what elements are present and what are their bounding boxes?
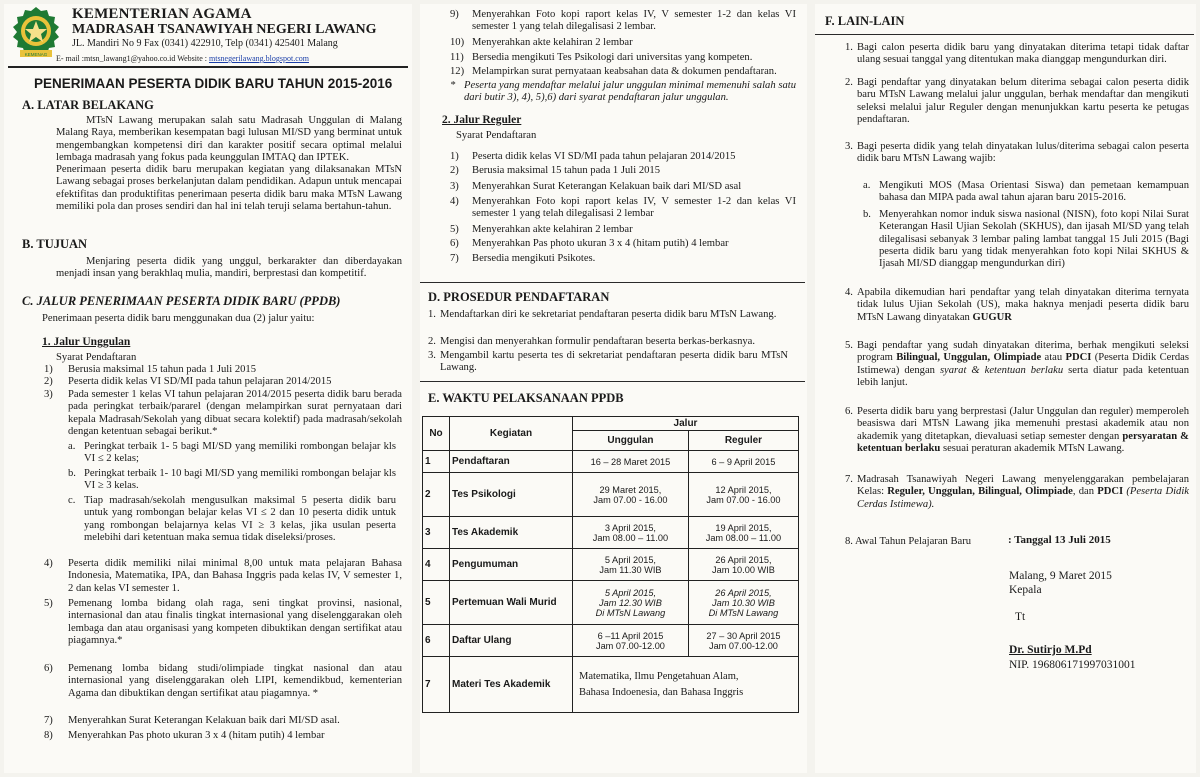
unggulan-item-3: 3) Pada semester 1 kelas VI tahun pelajaran 2014/2015 peserta didik baru berada pada peringkat terbaik/pararel (dengan melampirkan surat pernyataan dari kepala Madrasah/Sekolah yang dibuat secara kolektif) pada madrasah/sekolah dengan ketentuan sebagai berikut.* (44, 389, 402, 437)
section-d-title: D. PROSEDUR PENDAFTARAN (428, 290, 610, 304)
table-row: 3 Tes Akademik 3 April 2015, Jam 08.00 – 11.00 19 April 2015, Jam 08.00 – 11.00 (423, 517, 799, 549)
col-jalur: Jalur (573, 417, 799, 431)
prosedur-item-2: 2. Mengisi dan menyerahkan formulir pendaftaran beserta berkas-berkasnya. (428, 336, 756, 347)
reguler-item-3: 3) Menyerahkan Surat Keterangan Kelakuan baik dari MI/SD asal (450, 181, 742, 192)
col-no: No (423, 417, 450, 451)
section-a-paragraph-1: MTsN Lawang merupakan salah satu Madrasah Unggulan di Malang Malang Raya, memberikan kesempatan bagi lulusan MI/SD yang berminat untuk mengembangkan kompetensi diri dan karakter positif secara optimal melalui lembaga madrasah yang fokus pada keunggulan IMTAQ dan IPTEK. (56, 115, 402, 163)
divider-d (420, 282, 805, 284)
signature-name: Dr. Sutirjo M.Pd (1009, 644, 1092, 656)
section-c-title: C. JALUR PENERIMAAN PESERTA DIDIK BARU (PPDB) (22, 294, 341, 308)
lain-item-6: 6. Peserta didik baru yang berprestasi (Jalur Unggulan dan reguler) memperoleh beasiswa dari MTsN Lawang jika memenuhi prestasi akademik atau non akademik yang ditetapkan, dievaluasi setiap semester dengan persyaratan & ketentuan berlaku sesuai peraturan akademik MTsN Lawang. (845, 406, 1189, 454)
jalur-reguler-title: 2. Jalur Reguler (442, 114, 522, 126)
header-ministry: KEMENTERIAN AGAMA (72, 6, 252, 22)
reguler-item-6: 6) Menyerahkan Pas photo ukuran 3 x 4 (hitam putih) 4 lembar (450, 238, 729, 249)
unggulan-item-8: 8) Menyerahkan Pas photo ukuran 3 x 4 (hitam putih) 4 lembar (44, 730, 325, 741)
reguler-item-7: 7) Bersedia mengikuti Psikotes. (450, 253, 596, 264)
section-a-paragraph-2: Penerimaan peserta didik baru merupakan kegiatan yang dilaksanakan MTsN Lawang sebagai proses berkelanjutan dalam pendidikan. Adapun untuk mencapai efektifitas dan produktifitas penerimaan peserta didik baru maka MTsN Lawang memiliki pola dan proses sendiri dan hal ini telah teruji selama bertahun-tahun. (56, 164, 402, 212)
unggulan-item-5: 5) Pemenang lomba bidang olah raga, seni tingkat provinsi, nasional, internasional dan atau finalis tingkat internasional yang diselenggarakan oleh lembaga dan atau organisasi yang kompeten dibuktikan dengan sertifikat atau piagamnya.* (44, 598, 402, 646)
section-e-title: E. WAKTU PELAKSANAAN PPDB (428, 391, 624, 405)
table-row: 4 Pengumuman 5 April 2015, Jam 11.30 WIB 26 April 2015, Jam 10.00 WIB (423, 549, 799, 581)
col-kegiatan: Kegiatan (450, 417, 573, 451)
section-a-title: A. LATAR BELAKANG (22, 98, 154, 112)
table-row: 5 Pertemuan Wali Murid 5 April 2015, Jam 12.30 WIB Di MTsN Lawang 26 April 2015, Jam 10.30 WIB Di MTsN Lawang (423, 581, 799, 625)
lain-item-3: 3. Bagi peserta didik yang telah dinyatakan lulus/diterima sebagai calon peserta didik baru MTsN Lawang wajib: (845, 141, 1189, 165)
section-b-title: B. TUJUAN (22, 237, 88, 251)
table-row: 2 Tes Psikologi 29 Maret 2015, Jam 07.00 - 16.00 12 April 2015, Jam 07.00 - 16.00 (423, 473, 799, 517)
col-reguler: Reguler (688, 431, 798, 451)
kemenag-logo-icon (8, 6, 64, 60)
syarat-label-unggulan: Syarat Pendaftaran (56, 352, 137, 363)
page-title: PENERIMAAN PESERTA DIDIK BARU TAHUN 2015-2016 (34, 76, 393, 91)
left-panel (4, 4, 412, 773)
unggulan-item-4: 4) Peserta didik memiliki nilai minimal 8,00 untuk mata pelajaran Bahasa Indonesia, Matematika, IPA, dan Bahasa Inggris pada kelas IV, V semester 1, 2 dan kelas VI semester 1. (44, 558, 402, 594)
lain-item-7: 7. Madrasah Tsanawiyah Negeri Lawang menyelenggarakan pembelajaran Kelas: Reguler, Unggulan, Bilingual, Olimpiade, dan PDCI (Peserta Didik Cerdas Istimewa). (845, 474, 1189, 510)
unggulan-item-7: 7) Menyerahkan Surat Keterangan Kelakuan baik dari MI/SD asal. (44, 715, 340, 726)
jalur-unggulan-title: 1. Jalur Unggulan (42, 336, 131, 348)
lain-item-1: 1. Bagi calon peserta didik baru yang dinyatakan diterima tetapi tidak daftar ulang sesuai tanggal yang ditentukan maka dianggap mengundurkan diri. (845, 42, 1189, 66)
table-row: 7 Materi Tes Akademik Matematika, Ilmu Pengetahuan Alam, Bahasa Indoenesia, dan Bahasa Inggris (423, 657, 799, 713)
divider-e (420, 381, 805, 383)
middle-panel (420, 4, 807, 773)
syarat-label-reguler: Syarat Pendaftaran (456, 130, 537, 141)
header-school-name: MADRASAH TSANAWIYAH NEGERI LAWANG (72, 22, 377, 37)
lain-item-4: 4. Apabila dikemudian hari pendaftar yang telah dinyatakan diterima ternyata tidak lulus Ujian Sekolah (US), maka haknya menjadi peserta didik baru MTsN Lawang dinyatakan GUGUR (845, 287, 1189, 323)
lain-item-2: 2. Bagi pendaftar yang dinyatakan belum diterima sebagai calon peserta didik baru MTsN Lawang melalui jalur unggulan, berhak mendaftar dan mengikuti seleksi melalui jalur Reguler dengan menunjukkan kartu peserta ke petugas pendaftaran. (845, 77, 1189, 125)
table-row: 6 Daftar Ulang 6 –11 April 2015 Jam 07.00-12.00 27 – 30 April 2015 Jam 07.00-12.00 (423, 625, 799, 657)
header-divider (8, 66, 408, 68)
lain-item-3a: a. Mengikuti MOS (Masa Orientasi Siswa) dan pemetaan kemampuan bahasa dan MIPA pada awal tahun ajaran baru 2015-2016. (863, 180, 1189, 204)
unggulan-item-6: 6) Pemenang lomba bidang studi/olimpiade tingkat nasional dan atau internasional yang diselenggarakan oleh LIPI, kemendikbud, kementerian Agama dan dibuktikan dengan sertifikat atau piagamnya. * (44, 663, 402, 699)
section-f-title: F. LAIN-LAIN (825, 14, 905, 28)
schedule-table (422, 416, 799, 713)
signature-tt: Tt (1015, 611, 1026, 623)
header-address: JL. Mandiri No 9 Fax (0341) 422910, Telp (0341) 425401 Malang (72, 38, 338, 49)
col-unggulan: Unggulan (573, 431, 689, 451)
unggulan-item-2: 2) Peserta didik kelas VI SD/MI pada tahun pelajaran 2014/2015 (44, 376, 332, 387)
signature-position: Kepala (1009, 584, 1042, 596)
email-text: E- mail :mtsn_lawang1@yahoo.co.id Website : (56, 54, 209, 63)
lain-item-5: 5. Bagi pendaftar yang sudah dinyatakan diterima, berhak mengikuti seleksi program Bilingual, Unggulan, Olimpiade atau PDCI (Peserta Didik Cerdas Istimewa) dengan syarat & ketentuan berlaku serta diatur pada ketentuan lebih lanjut. (845, 340, 1190, 388)
right-panel (815, 4, 1196, 773)
section-c-intro: Penerimaan peserta didik baru menggunakan dua (2) jalur yaitu: (42, 313, 315, 324)
reguler-item-2: 2) Berusia maksimal 15 tahun pada 1 Juli 2015 (450, 165, 661, 176)
unggulan-item-11: 11) Bersedia mengikuti Tes Psikologi dari universitas yang kompeten. (450, 52, 753, 63)
prosedur-item-3: 3. Mengambil kartu peserta tes di sekretariat pendaftaran peserta didik baru MTsN Lawang. (428, 350, 788, 374)
unggulan-item-3a: a. Peringkat terbaik 1- 5 bagi MI/SD yang memiliki rombongan belajar kls VI ≤ 2 kelas; (68, 441, 396, 465)
unggulan-note: * Peserta yang mendaftar melalui jalur unggulan minimal memenuhi salah satu dari butir 3), 4), 5),6) dari syarat pendaftaran jalur unggulan. (450, 80, 796, 104)
svg-text:KEMENAG: KEMENAG (24, 52, 48, 57)
unggulan-item-10: 10) Menyerahkan akte kelahiran 2 lembar (450, 37, 633, 48)
website-link[interactable]: mtsnegerilawang.blogspot.com (209, 54, 309, 63)
unggulan-item-1: 1) Berusia maksimal 15 tahun pada 1 Juli 2015 (44, 364, 257, 375)
table-row: 1 Pendaftaran 16 – 28 Maret 2015 6 – 9 April 2015 (423, 451, 799, 473)
unggulan-item-3c: c. Tiap madrasah/sekolah mengusulkan maksimal 5 peserta didik baru untuk yang rombongan belajar kelas VI ≤ 2 dan 10 peserta didik untuk yang rombongan belajarnya kelas VI ≥ 3 kelas, jika usulan peserta melebihi dari ketentuan maka semua tidak diseleksi/proses. (68, 495, 396, 543)
reguler-item-1: 1) Peserta didik kelas VI SD/MI pada tahun pelajaran 2014/2015 (450, 151, 736, 162)
signature-place-date: Malang, 9 Maret 2015 (1009, 570, 1112, 582)
unggulan-item-9: 9) Menyerahkan Foto kopi raport kelas IV, V semester 1-2 dan kelas VI semester 1 yang telah dilegalisasi 2 lembar. (450, 9, 796, 33)
unggulan-item-3b: b. Peringkat terbaik 1- 10 bagi MI/SD yang memiliki rombongan belajar kls VI ≥ 3 kelas. (68, 468, 396, 492)
lain-item-8-value: : Tanggal 13 Juli 2015 (1008, 534, 1111, 546)
header-contact (56, 54, 309, 63)
lain-item-8-label: 8. Awal Tahun Pelajaran Baru (845, 536, 972, 547)
lain-item-3b: b. Menyerahkan nomor induk siswa nasional (NISN), foto kopi Nilai Surat Keterangan Hasil Ujian Sekolah (SKHUS), dan ijasah MI/SD yang telah dilegalisasi sebanyak 3 lembar paling lambat tanggal 15 Juli 2015 (Bagi peserta didik baru yang tidak menyerahkan foto kopi Nilai SKHUS & Ijasah MI/SD dianggap mengundurkan diri) (863, 209, 1189, 270)
prosedur-item-1: 1. Mendaftarkan diri ke sekretariat pendaftaran peserta didik baru MTsN Lawang. (428, 309, 777, 320)
reguler-item-4: 4) Menyerahkan Foto kopi raport kelas IV, V semester 1-2 dan kelas VI semester 1 yang telah dilegalisasi 2 lembar (450, 196, 796, 220)
divider-f (815, 34, 1194, 36)
signature-nip: NIP. 196806171997031001 (1009, 659, 1136, 671)
section-b-paragraph: Menjaring peserta didik yang unggul, berkarakter dan diberdayakan menjadi insan yang berakhlaq mulia, mandiri, berprestasi dan kompetitif. (56, 256, 402, 280)
unggulan-item-12: 12) Melampirkan surat pernyataan keabsahan data & dokumen pendaftaran. (450, 66, 777, 77)
reguler-item-5: 5) Menyerahkan akte kelahiran 2 lembar (450, 224, 633, 235)
